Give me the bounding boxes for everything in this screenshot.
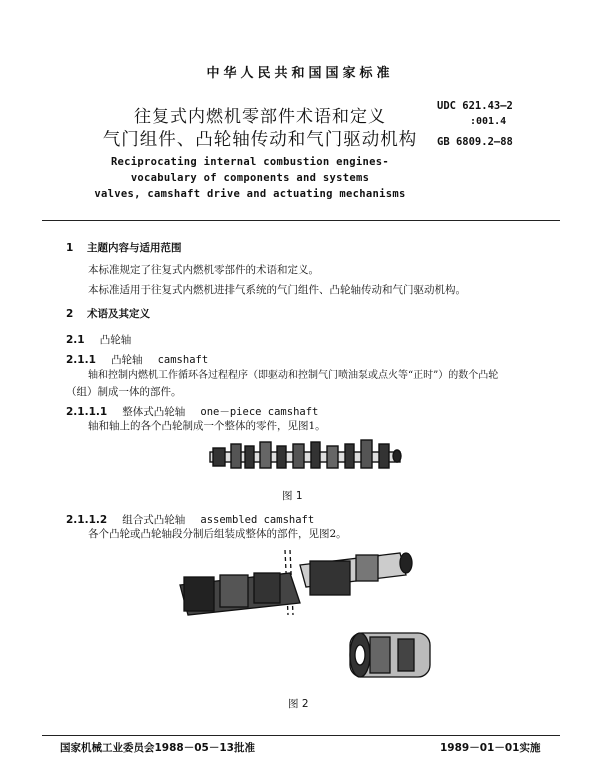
clause-2-1-1-1-number: 2.1.1.1 — [66, 406, 108, 418]
clause-2-1 — [66, 328, 131, 347]
clause-2-1-1-2-label: 组合式凸轮轴 — [122, 514, 186, 526]
standard-org-header: 中华人民共和国国家标准 — [206, 66, 394, 81]
english-title-line2: vocabulary of components and systems — [130, 172, 370, 184]
section2-title: 术语及其定义 — [86, 308, 150, 320]
section2-number: 2 — [66, 308, 74, 320]
clause-2-1-1-english: camshaft — [157, 354, 209, 366]
clause-2-1-1-1 — [66, 400, 318, 419]
udc-code: UDC 621.43–2 — [437, 100, 513, 112]
clause-2-1-1-1-english: one－piece camshaft — [200, 406, 319, 418]
clause-2-1-1-2-number: 2.1.1.2 — [66, 514, 108, 526]
clause-2-1-1-2-english: assembled camshaft — [200, 514, 315, 526]
figure2-caption: 图 2 — [288, 698, 309, 710]
clause-2-1-number: 2.1 — [66, 334, 85, 346]
header-divider — [42, 220, 560, 221]
section1-number: 1 — [66, 242, 74, 254]
clause-2-1-1-label: 凸轮轴 — [111, 354, 143, 366]
clause-2-1-1-def-line2: （组）制成一体的部件。 — [66, 386, 182, 398]
figure1-camshaft-drawing — [205, 430, 405, 480]
approval-date: 国家机械工业委员会1988－05－13批准 — [60, 742, 255, 754]
clause-2-1-1-2 — [66, 508, 314, 527]
section1-para1: 本标准规定了往复式内燃机零部件的术语和定义。 — [88, 264, 319, 276]
clause-2-1-1 — [66, 348, 208, 367]
doc-title-line2: 气门组件、凸轮轴传动和气门驱动机构 — [102, 130, 418, 150]
clause-2-1-1-def-line1: 轴和控制内燃机工作循环各过程程序（即驱动和控制气门喷油泵或点火等“正时”）的数个凸轮 — [88, 370, 499, 381]
clause-2-1-1-1-def: 轴和轴上的各个凸轮制成一个整体的零件，见图1。 — [88, 420, 326, 432]
figure1-caption: 图 1 — [282, 490, 303, 502]
figure2-assembled-camshaft-drawing — [170, 545, 450, 695]
clause-2-1-1-number: 2.1.1 — [66, 354, 96, 366]
section1-heading — [66, 240, 181, 255]
english-title-line1: Reciprocating internal combustion engines- — [110, 156, 390, 168]
doc-title-line1: 往复式内燃机零部件术语和定义 — [134, 107, 386, 127]
english-title-line3: valves, camshaft drive and actuating mechanisms — [94, 188, 406, 200]
clause-2-1-1-2-def: 各个凸轮或凸轮轴段分制后组装成整体的部件，见图2。 — [88, 528, 347, 540]
udc-code-suffix: :001.4 — [470, 116, 507, 127]
clause-2-1-1-1-label: 整体式凸轮轴 — [122, 406, 186, 418]
effective-date: 1989－01－01实施 — [440, 742, 541, 754]
section1-para2: 本标准适用于往复式内燃机进排气系统的气门组件、凸轮轴传动和气门驱动机构。 — [88, 284, 466, 296]
section2-heading — [66, 306, 150, 321]
section1-title: 主题内容与适用范围 — [86, 242, 182, 254]
gb-code: GB 6809.2—88 — [437, 136, 513, 148]
footer-divider — [42, 735, 560, 736]
clause-2-1-label: 凸轮轴 — [99, 334, 132, 346]
